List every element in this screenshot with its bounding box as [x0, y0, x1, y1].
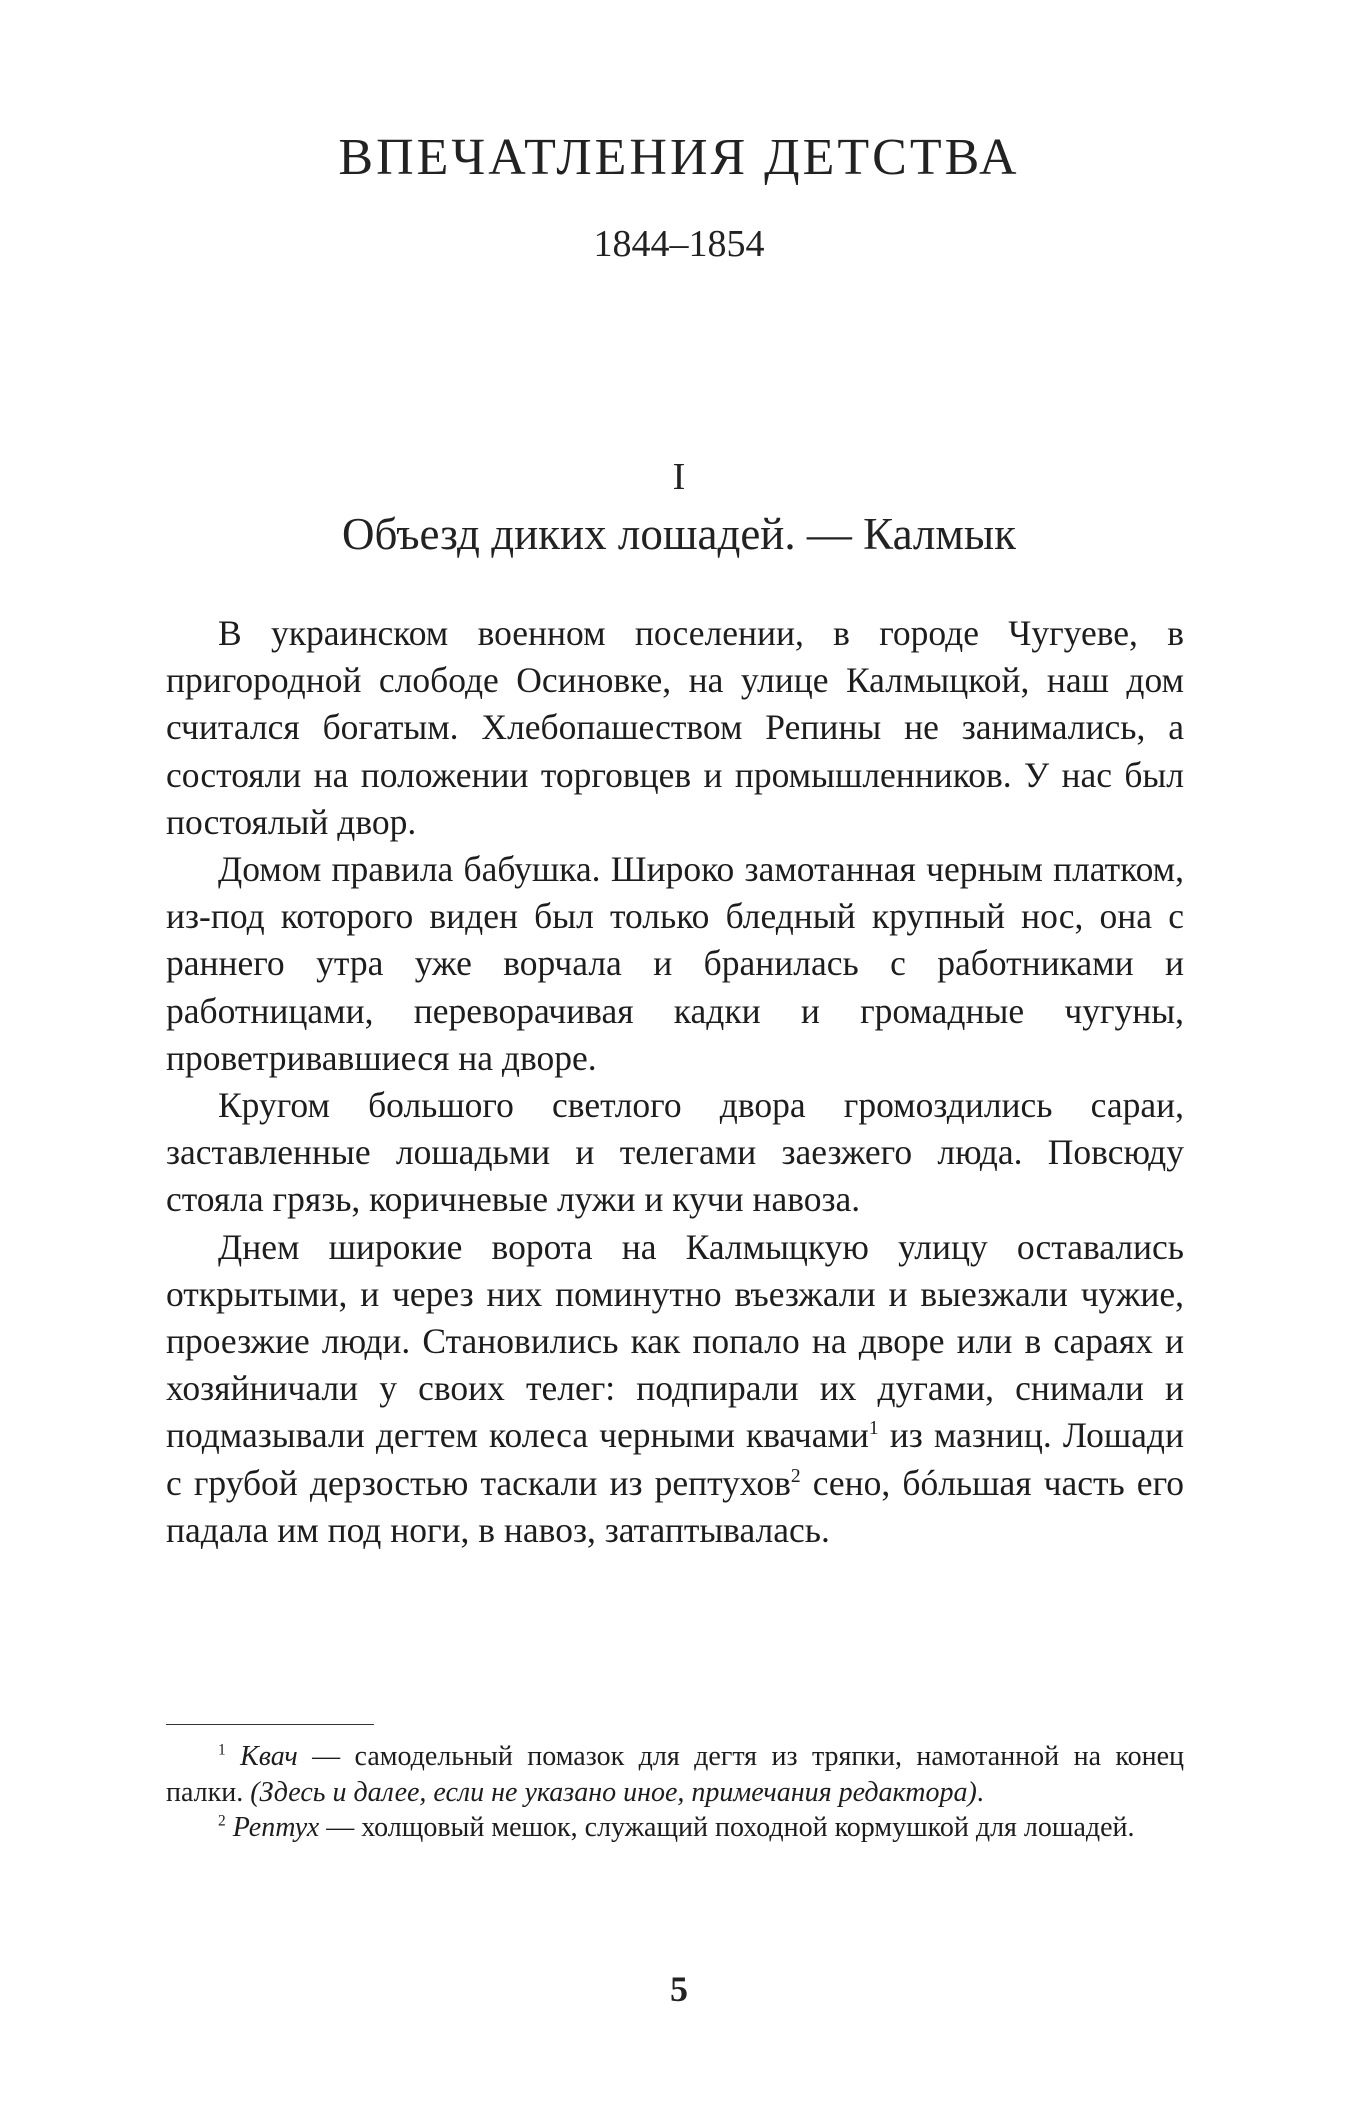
paragraph-1: В украинском военном поселении, в городе Чугуеве, в пригородной слободе Осиновке, на улице Калмыцкой, наш дом считался богатым. Хлебопашеством Репины не занимались, а состояли на положении торговцев и промышленников. У нас был постоялый двор. [166, 613, 1184, 842]
footnote-1-tail: . [976, 1776, 984, 1808]
paragraph-2: Домом правила бабушка. Широко замотанная черным платком, из-под которого виден был только бледный крупный нос, она с раннего утра уже ворчала и бранилась с работниками и работницами, переворачивая кадки и громадные чугуны, проветривавшиеся на дворе. [166, 849, 1184, 1078]
paragraph-4-part-2: из мазниц. Лошади с грубой дерзостью таскали из рептухов [166, 1415, 1184, 1503]
body-text [166, 610, 1184, 1554]
footnote-2-text: — холщовый мешок, служащий походной кормушкой для лошадей. [319, 1812, 1135, 1844]
footnote-ref-1: 1 [868, 1418, 879, 1440]
paragraph-4-part-1: Днем широкие ворота на Калмыцкую улицу оставались открытыми, и через них поминутно въезжали и выезжали чужие, проезжие люди. Становились как попало на дворе или в сараях и хозяйничали у своих телег: подпирали их дугами, снимали и подмазывали дегтем колеса черными квачами [166, 1226, 1184, 1456]
paragraph-4-part-3: сено, бóльшая часть его падала им под ноги, в навоз, затаптывалась. [166, 1462, 1184, 1550]
footnote-1 [166, 1739, 1184, 1810]
footnote-1-marker: 1 [218, 1741, 226, 1759]
footnote-1-text: — самодельный помазок для дегтя из тряпки, намотанной на конец палки. [166, 1741, 1185, 1808]
chapter-number: I [672, 456, 686, 498]
footnote-ref-2: 2 [790, 1465, 801, 1487]
paragraph-4 [166, 1224, 1184, 1554]
paragraph-3: Кругом большого светлого двора громоздились сараи, заставленные лошадьми и телегами заезжего люда. Повсюду стояла грязь, коричневые лужи и кучи навоза. [166, 1085, 1184, 1220]
section-years: 1844–1854 [593, 223, 765, 265]
chapter-title: Объезд диких лошадей. — Калмык [342, 509, 1016, 559]
footnote-2-term: Рептух [232, 1812, 320, 1844]
footnote-1-term: Квач [240, 1741, 298, 1772]
footnote-1-editor-note: (Здесь и далее, если не указано иное, примечания редактора) [250, 1776, 977, 1808]
book-section-title: ВПЕЧАТЛЕНИЯ ДЕТСТВА [338, 129, 1020, 186]
footnote-2 [166, 1810, 1184, 1846]
page-number: 5 [670, 1969, 688, 2009]
footnote-2-marker: 2 [218, 1812, 226, 1830]
footnote-divider [166, 1724, 374, 1725]
footnotes [166, 1739, 1184, 1846]
